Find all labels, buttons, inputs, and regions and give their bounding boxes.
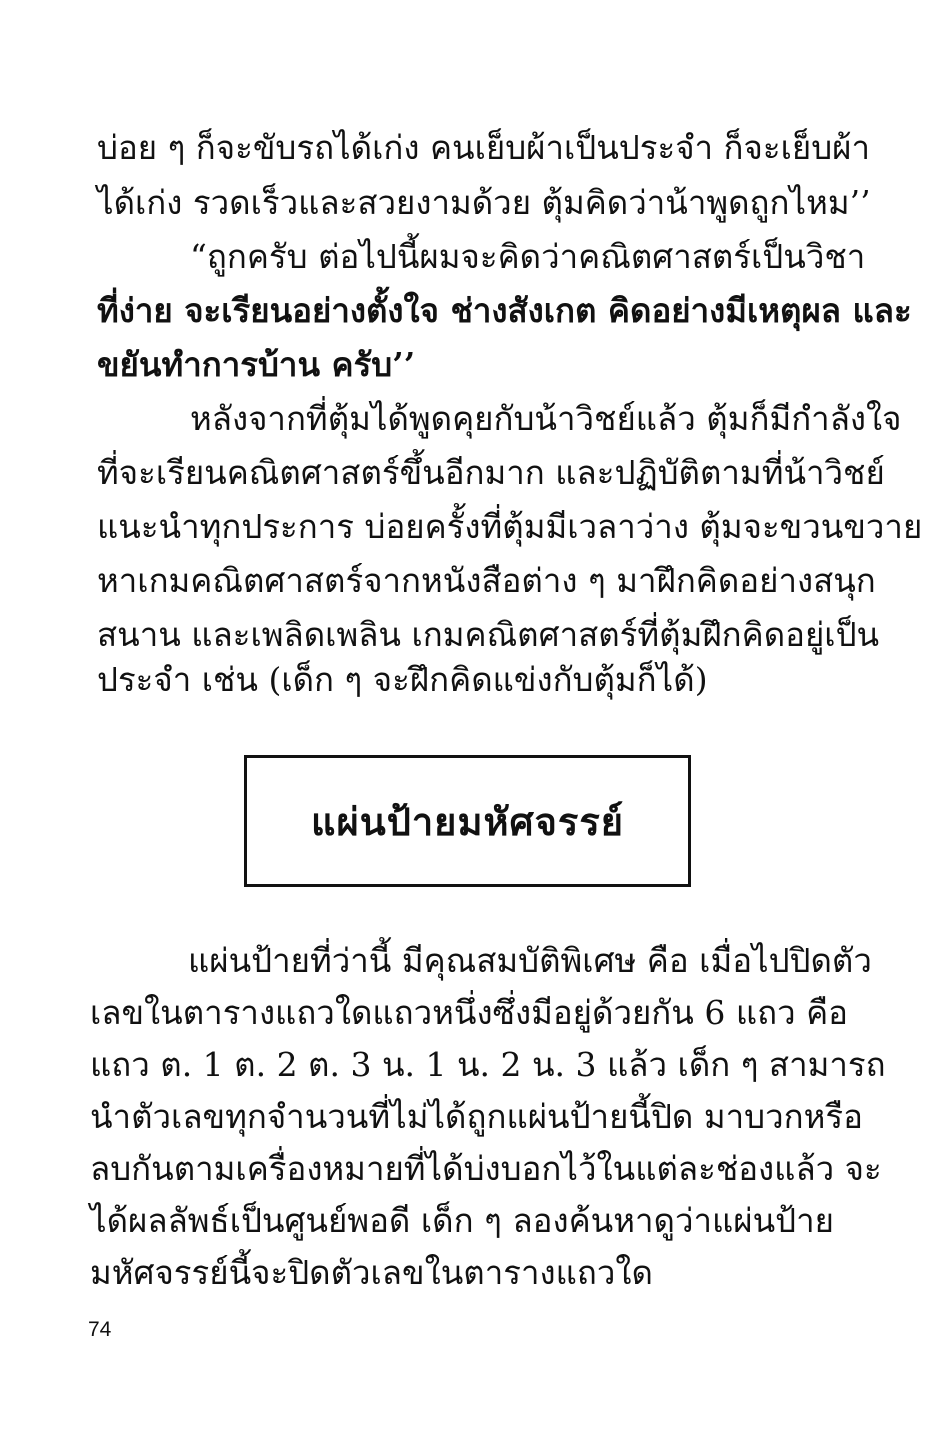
- section-title-box: [244, 755, 691, 887]
- text-line: แนะนำทุกประการ บ่อยครั้งที่ตุ้มมีเวลาว่าง ตุ้มจะขวนขวาย: [97, 507, 923, 546]
- text-line: ได้เก่ง รวดเร็วและสวยงามด้วย ตุ้มคิดว่าน้าพูดถูกไหม’’: [97, 183, 871, 222]
- dialogue-line: “ถูกครับ ต่อไปนี้ผมจะคิดว่าคณิตศาสตร์เป็นวิชา: [190, 237, 866, 276]
- dialogue-line: ที่ง่าย จะเรียนอย่างตั้งใจ ช่างสังเกต คิดอย่างมีเหตุผล และ: [97, 291, 912, 330]
- page-number: 74: [88, 1318, 112, 1341]
- text-line: ลบกันตามเครื่องหมายที่ได้บ่งบอกไว้ในแต่ละช่องแล้ว จะ: [90, 1149, 882, 1188]
- text-line: แถว ต. 1 ต. 2 ต. 3 น. 1 น. 2 น. 3 แล้ว เด็ก ๆ สามารถ: [90, 1045, 886, 1084]
- text-line: บ่อย ๆ ก็จะขับรถได้เก่ง คนเย็บผ้าเป็นประจำ ก็จะเย็บผ้า: [97, 128, 871, 167]
- text-line: ประจำ เช่น (เด็ก ๆ จะฝึกคิดแข่งกับตุ้มก็ได้): [97, 660, 708, 699]
- text-line: นำตัวเลขทุกจำนวนที่ไม่ได้ถูกแผ่นป้ายนี้ปิด มาบวกหรือ: [90, 1097, 863, 1136]
- dialogue-line: ขยันทำการบ้าน ครับ’’: [97, 345, 416, 384]
- text-line: ได้ผลลัพธ์เป็นศูนย์พอดี เด็ก ๆ ลองค้นหาดูว่าแผ่นป้าย: [90, 1201, 834, 1240]
- text-line: เลขในตารางแถวใดแถวหนึ่งซึ่งมีอยู่ด้วยกัน 6 แถว คือ: [90, 993, 848, 1032]
- text-line: ที่จะเรียนคณิตศาสตร์ขึ้นอีกมาก และปฏิบัติตามที่น้าวิชย์: [97, 453, 885, 492]
- text-line: แผ่นป้ายที่ว่านี้ มีคุณสมบัติพิเศษ คือ เมื่อไปปิดตัว: [188, 941, 872, 980]
- text-line: มหัศจรรย์นี้จะปิดตัวเลขในตารางแถวใด: [90, 1253, 653, 1292]
- section-title: แผ่นป้ายมหัศจรรย์: [310, 799, 625, 844]
- text-line: หลังจากที่ตุ้มได้พูดคุยกับน้าวิชย์แล้ว ตุ้มก็มีกำลังใจ: [190, 399, 902, 438]
- text-line: หาเกมคณิตศาสตร์จากหนังสือต่าง ๆ มาฝึกคิดอย่างสนุก: [97, 561, 876, 600]
- text-line: สนาน และเพลิดเพลิน เกมคณิตศาสตร์ที่ตุ้มฝึกคิดอยู่เป็น: [97, 615, 880, 654]
